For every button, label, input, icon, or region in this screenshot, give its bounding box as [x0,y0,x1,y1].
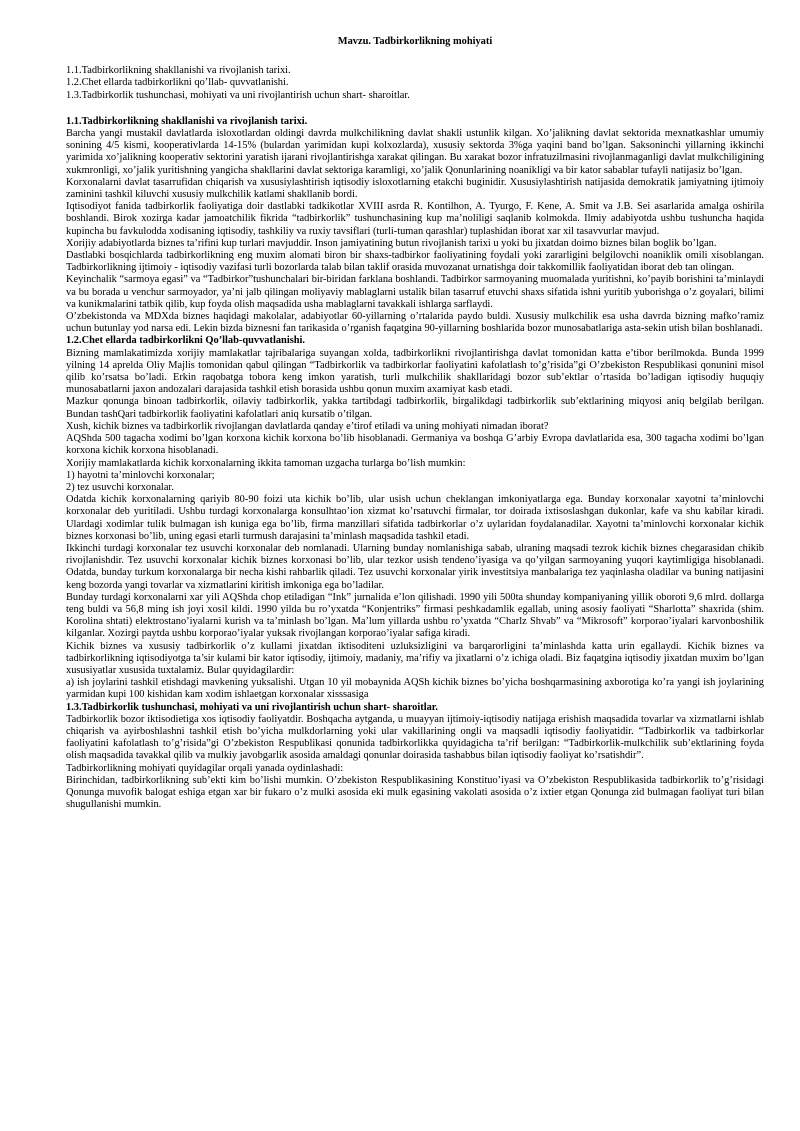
toc-item: 1.2.Chet ellarda tadbirkorlikni qo’llab- quvvatlanishi. [66,77,289,89]
toc-item: 1.3.Tadbirkorlik tushunchasi, mohiyati va uni rivojlantirish uchun shart- sharoitlar. [66,89,410,101]
section-1-1 [66,116,764,336]
section-1-3 [66,702,764,812]
paragraph: Xorijiy mamlakatlarda kichik korxonalarning ikkita tamoman uzgacha turlarga bo’lish mumkin: [66,457,466,469]
paragraph: Barcha yangi mustakil davlatlarda isloxotlardan oldingi davrda mulkchilikning davlat shakli ustunlik kilgan. Xo’jalikning davlat sektorida mexnatkashlar umumiy sonining 4/5 kismi, kooperativlarda 14-15% (bulardan yarimidan kupi kolxozlarda), xususiy sektorda 3%ga yaqini band bo’lgan. Saksoninchi yillarning ikkinchi yarimida xo’jalikning kooperativ sektorini yaratish ijarani rivojlantirishga xarakat qilingan. Bu xarakat bozor infratuzilmasini rivojlanmaganligi davlat mulkchiligining xukmronligi, xo’jalik yuritishning yangicha shakllarini davlat sektoriga karamligi, xo’jalik Qonunlarining noanikligi va bir kator sabablar tufayli natijasiz bo’lgan. [66,128,764,176]
paragraph: O’zbekistonda va MDXda biznes haqidagi makolalar, adabiyotlar 60-yillarning o’rtalarida paydo buldi. Xususiy mulkchilik esa usha davrda bizning mafko’ramiz uchun butunlay yod narsa edi. Lekin bizda biznesni fan tarikasida o’rganish faqatgina 90-yillarning boshlarida bozor munosabatlariga asta-sekin utish bilan boshlanadi. [66,311,764,335]
paragraph: Iqtisodiyot fanida tadbirkorlik faoliyatiga doir dastlabki tadkikotlar XVIII asrda R. Kontilhon, A. Tyurgo, F. Kene, A. Smit va J.B. Sei asarlarida amalga oshirila boshlandi. Birok xozirga kadar jamoatchilik fikrida “tadbirkorlik” tushunchasining kup ma’noliligi saqlanib kolmokda. Ilmiy adabiyotda ushbu tushuncha haqida kupincha bu favkulodda xodisaning iqtisodiy, tashkiliy va ruxiy tavsiflari (turli-tuman qarashlar) tuplashidan iborat xar xil tasavvurlar mavjud. [66,201,764,237]
paragraph: Xorijiy adabiyotlarda biznes ta’rifini kup turlari mavjuddir. Inson jamiyatining butun rivojlanish tarixi u yoki bu jixatdan doimo biznes bilan boglik bo’lgan. [66,237,717,249]
paragraph: a) ish joylarini tashkil etishdagi mavkening yuksalishi. Utgan 10 yil mobaynida AQSh kichik biznes bo’yicha boshqarmasining axborotiga ko’ra yangi ish joylarining yarmidan kupi 100 kishidan kam xodim ishlaetgan korxonalar xisssasiga [66,677,764,701]
paragraph: Ikkinchi turdagi korxonalar tez usuvchi korxonalar deb nomlanadi. Ularning bunday nomlanishiga sabab, ulraning maqsadi tezrok kichik biznes chegarasidan chikib rivojlanishdir. Tez usuvchi korxonalar kichik biznes korxonasi bo’lib, ular tezkor usish tendeno’iyasiga va qo’yilgan sarmoyaning yuqori kaytimligiga hisoblanadi. Odatda, bunday turkum korxonalarga bir necha kishi rahbarlik qiladi. Tez usuvchi korxonalar yirik investitsiya manbalariga tez yaqinlasha oladilar va buning natijasini keng bozorda yangi tovarlar va xizmatlarini kiritish imkoniga ega bo’ladilar. [66,542,764,591]
paragraph: Xush, kichik biznes va tadbirkorlik rivojlangan davlatlarda qanday e’tirof etiladi va uning mohiyati nimadan iborat? [66,420,549,432]
paragraph: Tadbirkorlik bozor iktisodietiga xos iqtisodiy faoliyatdir. Boshqacha aytganda, u muayyan ijtimoiy-iqtisodiy natijaga erishish maqsadida tovarlar va xizmatlarni ishlab chiqarish va ayirboshlashni tashkil etish bo’yicha mulkdorlarning yoki ular vakillarining ongli va maqsadli iqtisodiy faoliyatidir. “Tadbirkorlik va tadbirkorlar faoliyatini kafolatlash to’g’risida”gi O’zbekiston Respublikasi qonunida tadbirkorlikka quyidagicha ta’rif berilgan: “Tadbirkorlik-mulkchilik sub’ektlarining foyda olish maqsadida tavakkal qilib va mulkiy javobgarlik asosida amaldagi qonunlar doirasida tashabbus bilan iqtisodiy faoliyat ko’rsatishdir”. [66,713,764,762]
paragraph: Odatda kichik korxonalarning qariyib 80-90 foizi uta kichik bo’lib, ular usish uchun cheklangan imkoniyatlarga ega. Bunday korxonalar xayotni ta’minlovchi korxonalar deb yuritiladi. Ushbu turdagi korxonalarga konsulhtao’ion xizmat ko’rsatuvchi firmalar, tor doirada ixtisoslashgan dukonlar, kafe va shu kabilar kiradi. Ulardagi xodimlar tulik bulmagan ish kuniga ega bo’lib, firma manzillari sifatida tadbirkorlar o’z uylaridan foydalanadilar. Xayotni ta’minlovchi korxonalar kichik biznes korxonasi bo’lib, uning egasi etarli turmush darajasini ta’minlash maqsadida tashkil etadi. [66,494,764,542]
section-heading: 1.3.Tadbirkorlik tushunchasi, mohiyati va uni rivojlantirish uchun shart- sharoitlar. [66,701,439,713]
paragraph: Bizning mamlakatimizda xorijiy mamlakatlar tajribalariga suyangan xolda, tadbirkorlikni rivojlantirishga davlat tomonidan katta e’tibor berilmokda. Bunda 1999 yilning 14 aprelda Oliy Majlis tomonidan qabul qilingan “Tadbirkorlik va tadbirkorlar faoliyatini kafolatlash to’g’risida”gi O’zbekiston Respublikasi qonunini misol qilib ko’rsatsa bo’ladi. Erkin raqobatga tobora keng imkon yaratish, turli mulkchilik shakllaridagi bozor sub’ektlar o’rtasida bo’ladigan iqtisodiy huquqiy munosabatlarni jaxon andozalari darajasida tashkil etish borasida ushbu qonun muxim axamiyat kasb etadi. [66,347,764,396]
paragraph: Keyinchalik “sarmoya egasi” va “Tadbirkor”tushunchalari bir-biridan farklana boshlandi. Tadbirkor sarmoyaning muomalada yuritishni, ko’payib borishini ta’minlaydi va bu borada u venchur sarmoyador, ya’ni jalb qilingan moliyaviy mablaglarni ustalik bilan tasarruf etuvchi shaxs sifatida ishni yuritib yuborishga o’z goyalari, bilimi va kunikmalarini tatbik qilib, kup foyda olish maqsadida usha mablaglarni tavakkali ishlarga sarflaydi. [66,274,764,310]
section-1-2 [66,335,764,701]
paragraph: Birinchidan, tadbirkorlikning sub’ekti kim bo’lishi mumkin. O’zbekiston Respublikasining Konstituo’iyasi va O’zbekiston Respublikasida tadbirkorlik to’g’risidagi Qonunga muvofik balogat eshiga etgan xar bir fukaro o’z mulki asosida eki mulk egasining vakolati asosida o’z ixtier etgan Qonunga zid bulmagan faoliyat turi bilan shugullanishi mumkin. [66,774,764,811]
paragraph: AQShda 500 tagacha xodimi bo’lgan korxona kichik korxona bo’lib hisoblanadi. Germaniya va boshqa G’arbiy Evropa davlatlarida esa, 300 tagacha xodimi bo’lgan korxona kichik korxona hisoblanadi. [66,433,764,457]
section-heading: 1.2.Chet ellarda tadbirkorlikni Qo’llab-quvvatlanishi. [66,335,306,347]
list-item: 2) tez usuvchi korxonalar. [66,481,174,493]
paragraph: Kichik biznes va xususiy tadbirkorlik o’z kullami jixatdan iktisoditeni uzluksizligini va barqarorligini ta’minlashda katta urin egallaydi. Kichik biznes va tadbirkorlikning iqtisodiyotga ta’sir kulami bir kator iqtisodiy, ijtimoiy, madaniy, ma’rifiy va jixatlarni o’z ichiga oladi. Biz faqatgina iqtisodiy jixatdan muxim bo’lgan xususiyatlar xususida tuxtalamiz. Bular quyidagilardir: [66,640,764,676]
paragraph: Korxonalarni davlat tasarrufidan chiqarish va xususiylashtirish iqtisodiy isloxotlarning etakchi buginidir. Xususiylashtirish natijasida demokratik jamiyatning ijtimoiy zaminini tashkil kiluvchi xususiy mulkchilik katlami shakllanib bordi. [66,176,764,201]
table-of-contents [66,65,764,102]
document-title: Mavzu. Tadbirkorlikning mohiyati [337,36,493,47]
paragraph: Mazkur qonunga binoan tadbirkorlik, oilaviy tadbirkorlik, yakka tartibdagi tadbirkorlik, birgalikdagi tadbirkorlik sub’ektlarining miqyosi aniq belgilab berilgan. Bundan tashQari tadbirkorlik faoliyatini kafolatlari aniq kursatib o’tilgan. [66,396,764,420]
toc-item: 1.1.Tadbirkorlikning shakllanishi va rivojlanish tarixi. [66,65,291,77]
paragraph: Bunday turdagi korxonalarni xar yili AQShda chop etiladigan “Ink” jurnalida e’lon qilishadi. 1990 yili 500ta shunday kompaniyaning yillik oboroti 9,6 mlrd. dollarga teng buldi va 56,8 ming ish joyi xosil kildi. 1990 yilda bu ro’yxatda “Konjentriks” firmasi peshkadamlik egallab, uning asosiy faoliyati “Sharlotta” shaxrida (shim. Korolina shtati) elektrostano’iyalarni kurish va ta’minlash bo’lgan. Ma’lum yillarda ushbu ro’yxatda “Charlz Shvab” va “Mikrosoft” korporao’iyalari karvonboshilik kilganlar. Xozirgi paytda ushbu korporao’iyalar yuksak rivojlangan korporao’iyalar safiga kiradi. [66,591,764,640]
paragraph: Dastlabki bosqichlarda tadbirkorlikning eng muxim alomati biron bir shaxs-tadbirkor faoliyatining foydali yoki zararligini belgilovchi noaniklik omili xisoblangan. Tadbirkorlikning ijtimoiy - iqtisodiy vazifasi turli bozorlarda talab bilan taklif orasida muvozanat urnatishga doir takkomillik faoliyatidan iborat deb tan olingan. [66,250,764,274]
list-item: 1) hayotni ta’minlovchi korxonalar; [66,469,215,481]
section-heading: 1.1.Tadbirkorlikning shakllanishi va rivojlanish tarixi. [66,115,308,127]
paragraph: Tadbirkorlikning mohiyati quyidagilar orqali yanada oydinlashadi: [66,762,344,774]
